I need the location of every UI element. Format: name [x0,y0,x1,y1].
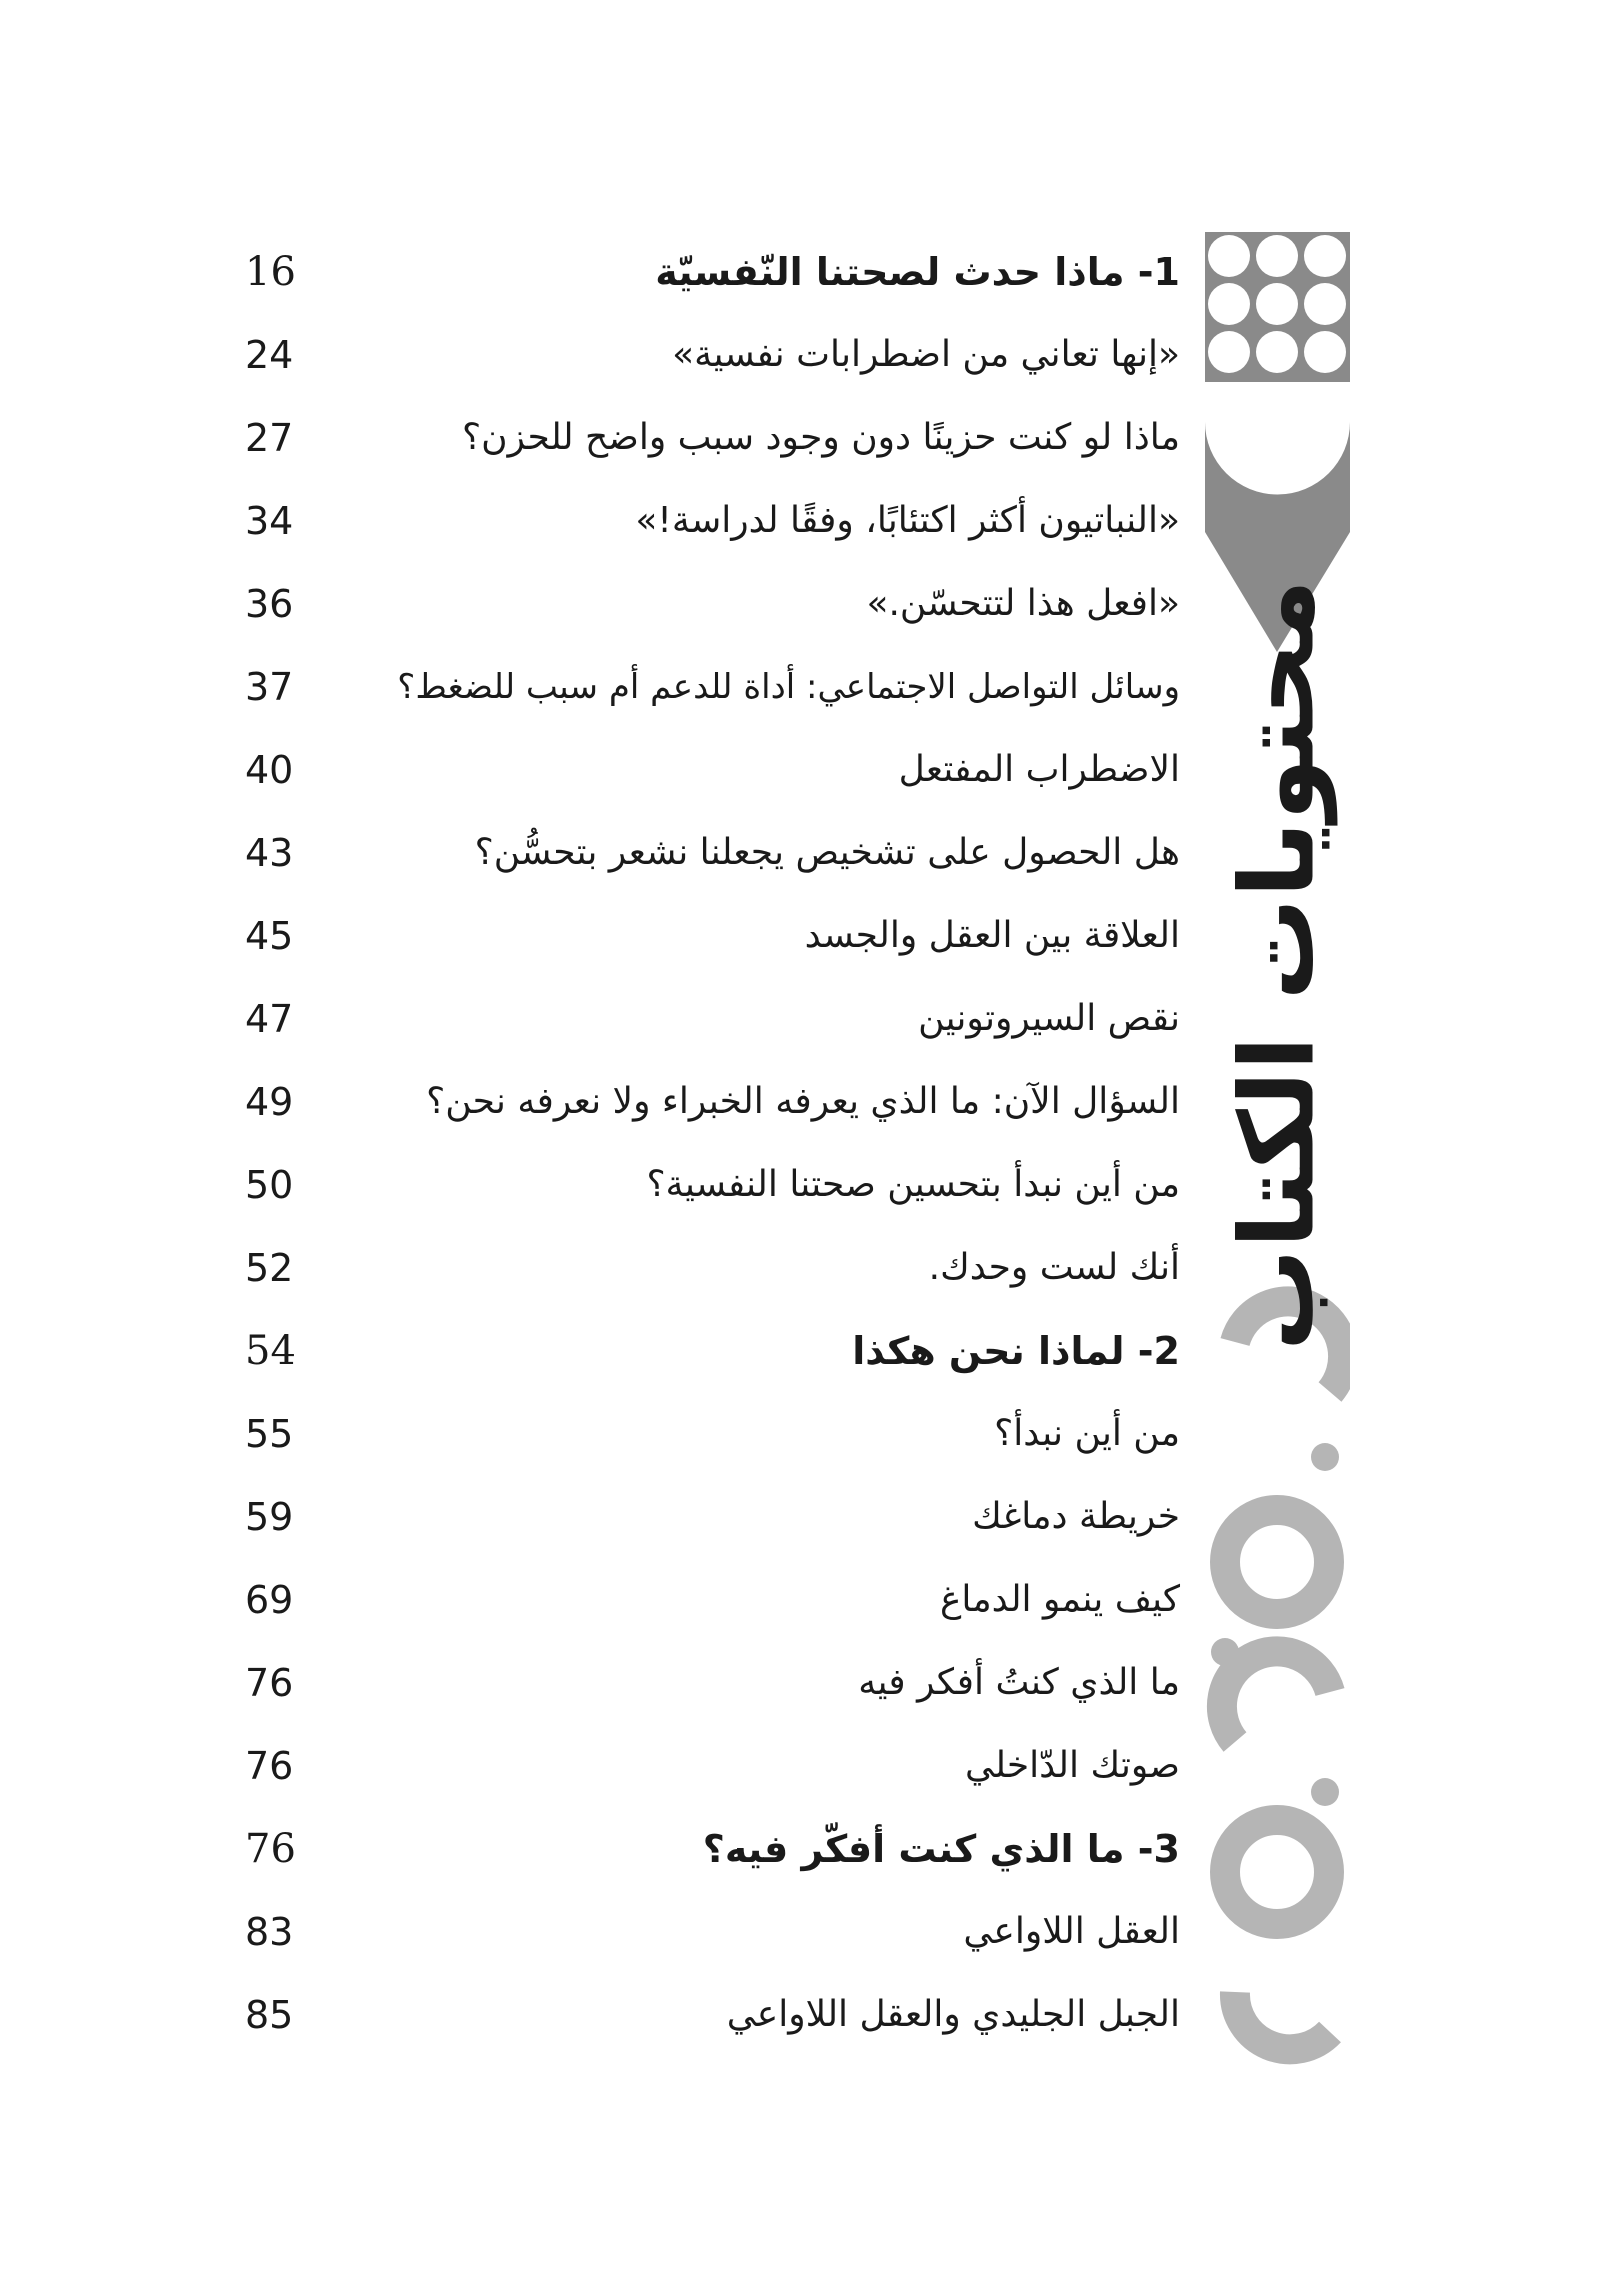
toc-section-title: خريطة دماغك [972,1496,1180,1537]
toc-section-title: «افعل هذا لتتحسّن.» [866,583,1180,624]
toc-row[interactable] [245,1060,1180,1143]
toc-row[interactable] [245,479,1180,562]
side-title: محتويات الكتاب [1218,579,1337,1351]
toc-section-title: العقل اللاواعي [963,1911,1180,1952]
toc-row[interactable] [245,1226,1180,1309]
deco-ring-4 [1225,1820,1329,1924]
toc-page-number: 76 [245,1825,296,1872]
toc-row-chapter-3[interactable] [245,1807,1180,1890]
toc-section-title: الجبل الجليدي والعقل اللاواعي [726,1994,1180,2035]
toc-row[interactable] [245,811,1180,894]
toc-section-title: أنك لست وحدك. [928,1247,1180,1288]
toc-page-number: 85 [245,1992,294,2037]
toc-row[interactable] [245,1724,1180,1807]
toc-chapter-title: 3- ما الذي كنت أفكّر فيه؟ [702,1826,1180,1871]
toc-section-title: صوتك الدّاخلي [964,1745,1180,1786]
toc-row[interactable] [245,1890,1180,1973]
toc-row[interactable] [245,1641,1180,1724]
toc-page-number: 55 [245,1411,294,1456]
toc-row-chapter-1[interactable] [245,230,1180,313]
toc-row[interactable] [245,1475,1180,1558]
toc-page-number: 52 [245,1245,294,1290]
toc-page-number: 59 [245,1494,294,1539]
toc-page-number: 37 [245,664,294,709]
toc-section-title: نقص السيروتونين [918,998,1180,1039]
toc-row-chapter-2[interactable] [245,1309,1180,1392]
toc-section-title: الاضطراب المفتعل [898,749,1180,790]
side-title-container [1215,579,1340,1351]
toc-section-title: ما الذي كنتُ أفكر فيه [858,1662,1180,1703]
toc-page-number: 83 [245,1909,294,1954]
toc-chapter-title: 1- ماذا حدث لصحتنا النّفسيّة [655,249,1180,294]
toc-row[interactable] [245,313,1180,396]
toc-section-title: من أين نبدأ؟ [994,1413,1180,1454]
toc-page-number: 27 [245,415,294,460]
toc-row[interactable] [245,645,1180,728]
toc-row[interactable] [245,894,1180,977]
toc-chapter-title: 2- لماذا نحن هكذا [852,1328,1180,1373]
toc-page-number: 49 [245,1079,294,1124]
toc-page-number: 34 [245,498,294,543]
deco-circle-grid [1208,235,1346,373]
toc-page-number: 47 [245,996,294,1041]
toc-row[interactable] [245,1558,1180,1641]
toc-page-number: 16 [245,248,296,295]
toc-section-title: هل الحصول على تشخيص يجعلنا نشعر بتحسُّن؟ [474,832,1180,873]
toc-page-number: 69 [245,1577,294,1622]
deco-ring-shapes [1222,1301,1343,2049]
toc-page-number: 24 [245,332,294,377]
toc-row[interactable] [245,396,1180,479]
toc-section-title: ماذا لو كنت حزينًا دون وجود سبب واضح للحزن؟ [462,417,1180,458]
toc-page-number: 36 [245,581,294,626]
toc-section-title: من أين نبدأ بتحسين صحتنا النفسية؟ [646,1164,1180,1205]
deco-ring-5 [1235,1992,1330,2049]
toc-section-title: «إنها تعاني من اضطرابات نفسية» [672,334,1180,375]
toc-section-title: وسائل التواصل الاجتماعي: أداة للدعم أم سبب للضغط؟ [397,666,1180,707]
toc-section-title: السؤال الآن: ما الذي يعرفه الخبراء ولا نعرفه نحن؟ [426,1081,1180,1122]
toc-row[interactable] [245,1392,1180,1475]
toc-row[interactable] [245,1973,1180,2056]
table-of-contents [245,230,1180,2056]
toc-page-number: 40 [245,747,294,792]
toc-row[interactable] [245,977,1180,1060]
toc-page-number: 76 [245,1660,294,1705]
toc-page-number: 45 [245,913,294,958]
toc-page-number: 76 [245,1743,294,1788]
toc-section-title: العلاقة بين العقل والجسد [804,915,1180,956]
toc-page-number: 43 [245,830,294,875]
toc-row[interactable] [245,728,1180,811]
toc-page-number: 50 [245,1162,294,1207]
deco-ring-3 [1222,1651,1330,1742]
toc-section-title: كيف ينمو الدماغ [939,1579,1180,1620]
toc-section-title: «النباتيون أكثر اكتئابًا، وفقًا لدراسة!» [635,500,1180,541]
toc-row[interactable] [245,1143,1180,1226]
toc-row[interactable] [245,562,1180,645]
toc-page-number: 54 [245,1327,296,1374]
deco-ring-2 [1225,1510,1329,1614]
